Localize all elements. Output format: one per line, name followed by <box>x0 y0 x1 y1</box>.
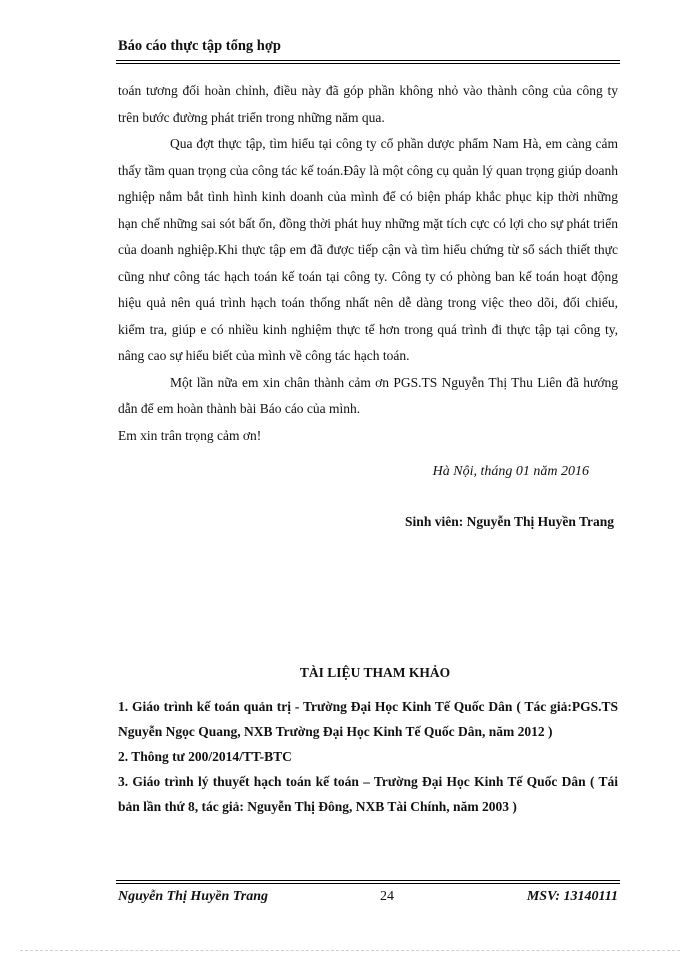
footer-divider-thin <box>116 883 620 884</box>
footer-author: Nguyễn Thị Huyền Trang <box>118 889 268 904</box>
reference-item: 3. Giáo trình lý thuyết hạch toán kế toán – Trường Đại Học Kinh Tế Quốc Dân ( Tái bản lần thứ 8, tác giả: Nguyễn Thị Đông, NXB Tài Chính, năm 2003 ) <box>118 774 618 814</box>
paragraph: Em xin trân trọng cảm ơn! <box>118 427 262 443</box>
student-signature: Sinh viên: Nguyễn Thị Huyền Trang <box>405 514 614 529</box>
paragraph: Qua đợt thực tập, tìm hiểu tại công ty cổ phần dược phẩm Nam Hà, em càng cảm thấy tầm quan trọng của công tác kế toán.Đây là một công cụ quản lý quan trọng giúp doanh nghiệp nắm bắt tình hình kinh doanh của mình để có biện pháp khắc phục kịp thời những hạn chế những sai sót bất ổn, đồng thời phát huy những mặt tích cực có lợi cho sự phát triển của doanh nghiệp.Khi thực tập em đã được tiếp cận và tìm hiểu chứng từ sổ sách thiết thực cũng như công tác hạch toán kế toán tại công ty. Công ty có phòng ban kế toán hoạt động hiệu quả nên quá trình hạch toán thống nhất nên dễ dàng trong việc theo dõi, đối chiếu, kiểm tra, giúp e có nhiều kinh nghiệm thực tế hơn trong quá trình đi thực tập tại công ty, nâng cao sự hiểu biết của mình về công tác hạch toán. <box>118 136 618 363</box>
place-date: Hà Nội, tháng 01 năm 2016 <box>432 464 589 479</box>
reference-item: 1. Giáo trình kế toán quản trị - Trường Đại Học Kinh Tế Quốc Dân ( Tác giả:PGS.TS Nguyễn Ngọc Quang, NXB Trường Đại Học Kinh Tế Quốc Dân, năm 2012 ) <box>118 699 618 739</box>
header-divider <box>116 60 620 61</box>
footer-student-id: MSV: 13140111 <box>526 889 618 904</box>
page-header-title: Báo cáo thực tập tổng hợp <box>118 38 281 54</box>
references-heading: TÀI LIỆU THAM KHẢO <box>299 665 451 680</box>
references-list <box>118 694 618 819</box>
paragraph: toán tương đối hoàn chỉnh, điều này đã góp phần không nhỏ vào thành công của công ty trên bước đường phát triển trong những năm qua. <box>118 83 618 125</box>
report-body <box>118 78 618 449</box>
paragraph: Một lần nữa em xin chân thành cảm ơn PGS.TS Nguyễn Thị Thu Liên đã hướng dẫn để em hoàn thành bài Báo cáo của mình. <box>118 374 618 416</box>
footer-divider <box>116 880 620 881</box>
reference-item: 2. Thông tư 200/2014/TT-BTC <box>118 749 292 764</box>
page-number: 24 <box>380 889 394 904</box>
page-edge <box>20 950 680 951</box>
header-divider-thin <box>116 63 620 64</box>
